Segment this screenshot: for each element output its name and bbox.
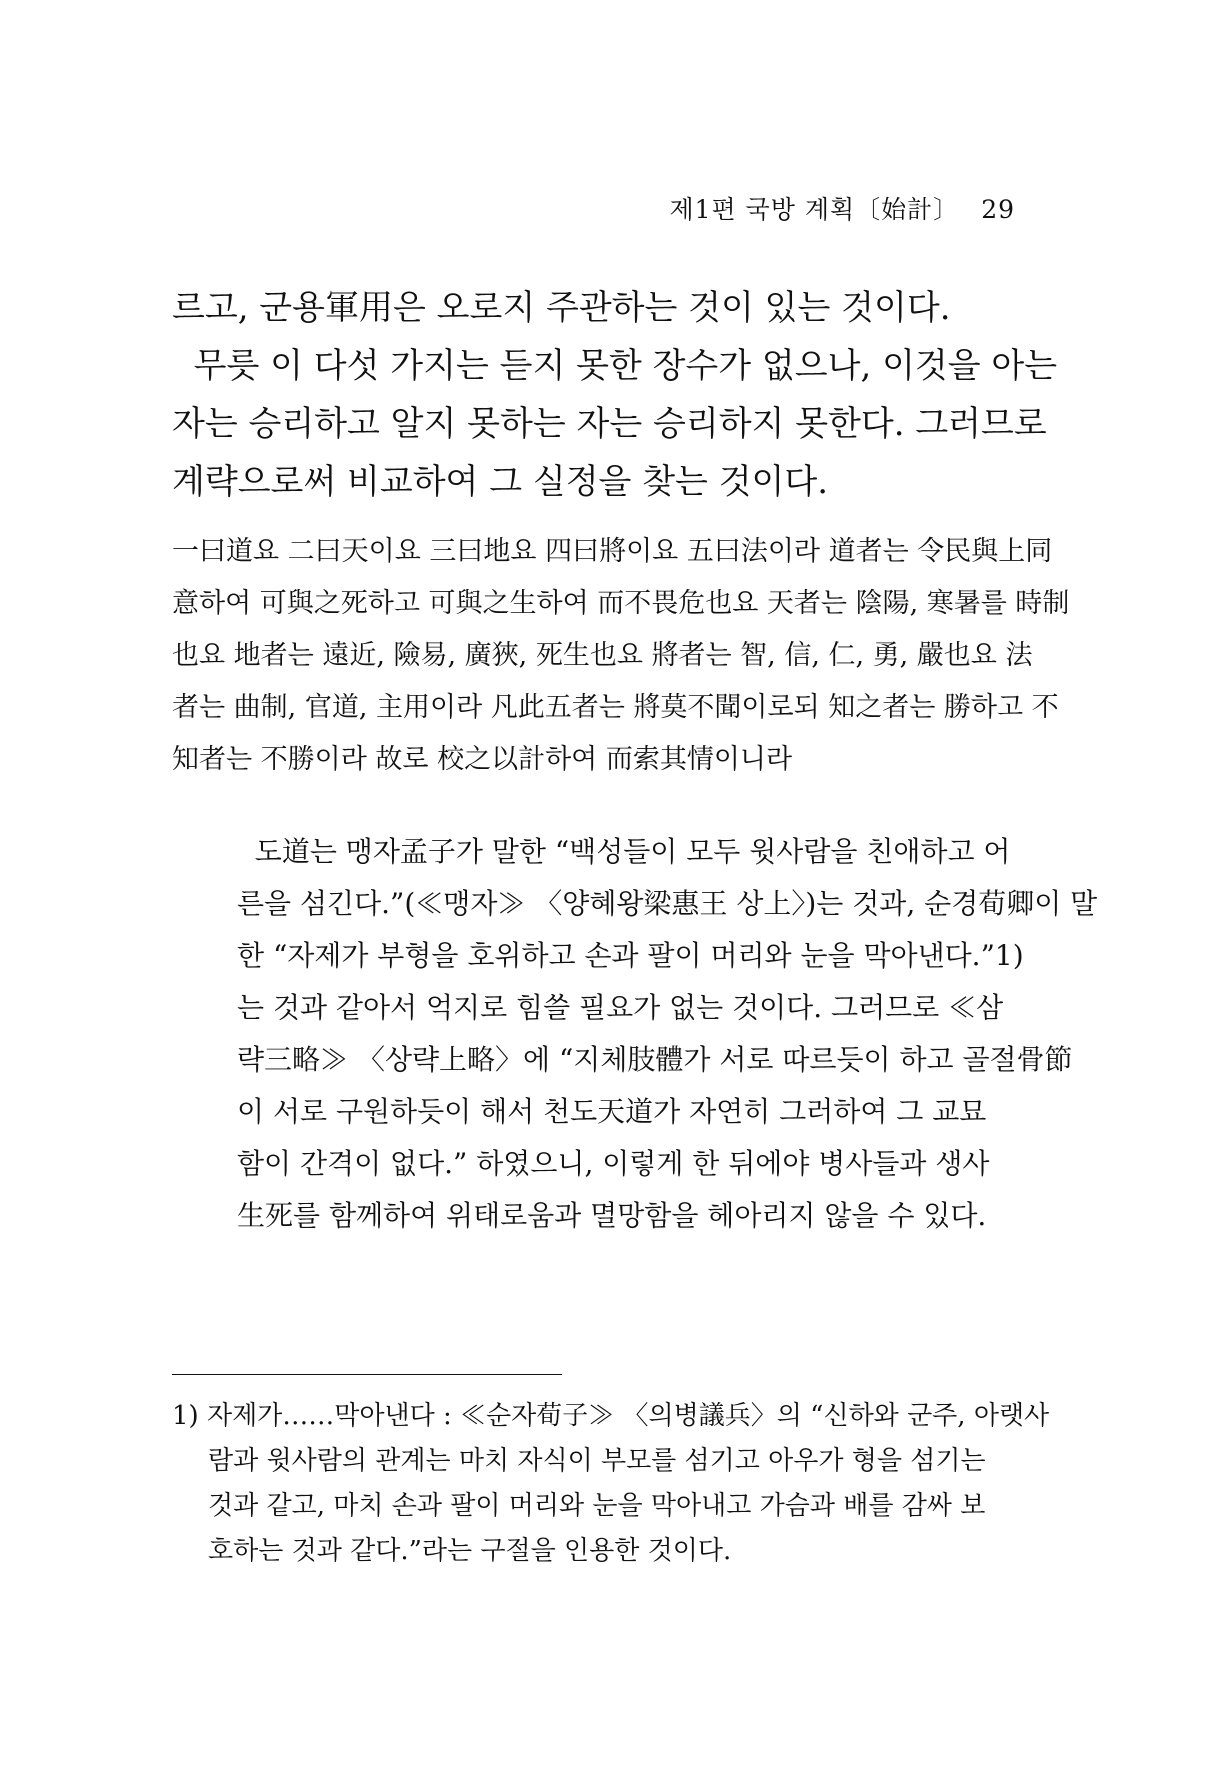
commentary-line: 함이 간격이 없다.” 하였으니, 이렇게 한 뒤에야 병사들과 생사 (237, 1147, 990, 1180)
commentary-line: 도道는 맹자孟子가 말한 “백성들이 모두 윗사람을 친애하고 어 (237, 835, 1011, 868)
footnote-line: 1) 자제가……막아낸다 : ≪순자荀子≫ 〈의병議兵〉의 “신하와 군주, 아랫사 (172, 1401, 1050, 1431)
main-text-line: 르고, 군용軍用은 오로지 주관하는 것이 있는 것이다. (172, 288, 951, 328)
page-number: 29 (981, 195, 1015, 224)
commentary-line: 한 “자제가 부형을 호위하고 손과 팔이 머리와 눈을 막아낸다.”1) (237, 939, 1024, 972)
footnote-line: 람과 윗사람의 관계는 마치 자식이 부모를 섬기고 아우가 형을 섬기는 (208, 1446, 986, 1476)
commentary-block (237, 826, 1098, 1242)
commentary-line: 략三略≫ 〈상략上略〉에 “지체肢體가 서로 따르듯이 하고 골절骨節 (237, 1043, 1073, 1076)
footnote-divider (172, 1374, 562, 1375)
hanmun-line: 意하여 可與之死하고 可與之生하여 而不畏危也요 天者는 陰陽, 寒暑를 時制 (172, 588, 1070, 619)
commentary-line: 이 서로 구원하듯이 해서 천도天道가 자연히 그러하여 그 교묘 (237, 1095, 987, 1128)
commentary-line: 른을 섬긴다.”(≪맹자≫ 〈양혜왕梁惠王 상上〉)는 것과, 순경荀卿이 말 (237, 887, 1098, 920)
footnote (172, 1394, 1050, 1574)
hanmun-line: 知者는 不勝이라 故로 校之以計하여 而索其情이니라 (172, 744, 793, 775)
commentary-line: 生死를 함께하여 위태로움과 멸망함을 헤아리지 않을 수 있다. (237, 1199, 987, 1232)
running-title: 제1편 국방 계획〔始計〕 (669, 195, 960, 224)
main-text (172, 279, 1058, 511)
main-text-line: 자는 승리하고 알지 못하는 자는 승리하지 못한다. 그러므로 (172, 404, 1047, 444)
footnote-line: 것과 같고, 마치 손과 팔이 머리와 눈을 막아내고 가슴과 배를 감싸 보 (208, 1491, 986, 1521)
commentary-line: 는 것과 같아서 억지로 힘쓸 필요가 없는 것이다. 그러므로 ≪삼 (237, 991, 1004, 1024)
main-text-line: 계략으로써 비교하여 그 실정을 찾는 것이다. (172, 462, 829, 502)
hanmun-line: 者는 曲制, 官道, 主用이라 凡此五者는 將莫不聞이로되 知之者는 勝하고 不 (172, 692, 1059, 723)
hanmun-line: 也요 地者는 遠近, 險易, 廣狹, 死生也요 將者는 智, 信, 仁, 勇, 嚴也요 法 (172, 640, 1033, 671)
main-text-line: 무릇 이 다섯 가지는 듣지 못한 장수가 없으나, 이것을 아는 (172, 346, 1058, 386)
running-header (669, 190, 1015, 226)
hanmun-original-text (172, 526, 1070, 786)
footnote-line: 호하는 것과 같다.”라는 구절을 인용한 것이다. (208, 1536, 732, 1566)
hanmun-line: 一曰道요 二曰天이요 三曰地요 四曰將이요 五曰法이라 道者는 令民與上同 (172, 536, 1053, 567)
